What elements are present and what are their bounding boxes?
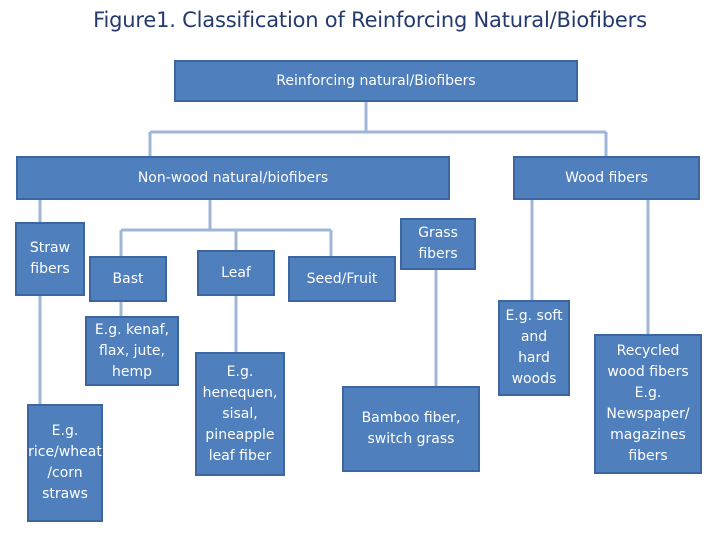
node-wood-recycled: Recycled wood fibers E.g. Newspaper/ magazines fibers (594, 334, 702, 474)
node-root: Reinforcing natural/Biofibers (174, 60, 578, 102)
node-wood: Wood fibers (513, 156, 700, 200)
node-leaf-examples: E.g. henequen, sisal, pineapple leaf fiber (195, 352, 285, 476)
node-seed-fruit: Seed/Fruit (288, 256, 396, 302)
node-bast-examples: E.g. kenaf, flax, jute, hemp (85, 316, 179, 386)
node-grass-examples: Bamboo fiber, switch grass (342, 386, 480, 472)
node-bast: Bast (89, 256, 167, 302)
node-leaf: Leaf (197, 250, 275, 296)
node-straw: Straw fibers (15, 222, 85, 296)
figure-title: Figure1. Classification of Reinforcing Natural/Biofibers (93, 8, 647, 32)
node-straw-examples: E.g. rice/wheat /corn straws (27, 404, 103, 522)
node-grass: Grass fibers (400, 218, 476, 270)
node-non-wood: Non-wood natural/biofibers (16, 156, 450, 200)
node-wood-soft-hard: E.g. soft and hard woods (498, 300, 570, 396)
